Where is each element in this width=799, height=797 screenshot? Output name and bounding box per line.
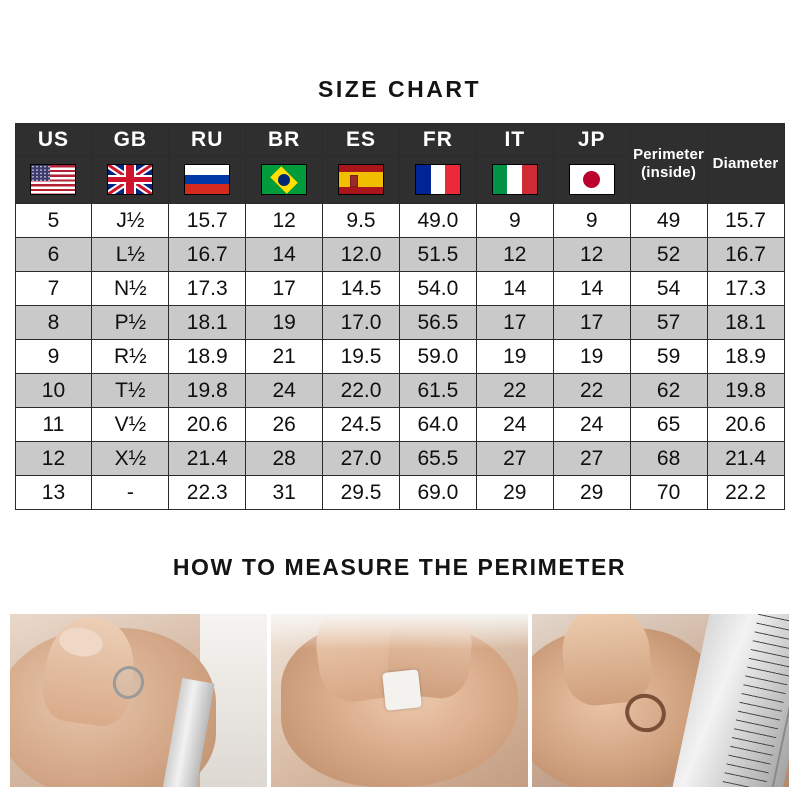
table-cell: 18.1 bbox=[707, 306, 784, 340]
table-cell: 24.5 bbox=[323, 408, 400, 442]
table-cell: 19.5 bbox=[323, 340, 400, 374]
table-cell: 18.1 bbox=[169, 306, 246, 340]
photo-paper-strip-around-finger bbox=[271, 614, 528, 787]
header-label-row bbox=[15, 124, 784, 156]
table-cell: 65.5 bbox=[399, 442, 476, 476]
table-row bbox=[15, 408, 784, 442]
flag-cell-ru bbox=[169, 156, 246, 204]
table-cell: 21.4 bbox=[169, 442, 246, 476]
table-cell: 12 bbox=[246, 204, 323, 238]
table-cell: 21 bbox=[246, 340, 323, 374]
table-cell: L½ bbox=[92, 238, 169, 272]
table-row bbox=[15, 238, 784, 272]
table-cell: 9 bbox=[15, 340, 92, 374]
flag-es-icon bbox=[338, 164, 384, 195]
table-row bbox=[15, 204, 784, 238]
table-cell: 14 bbox=[476, 272, 553, 306]
table-cell: 17.3 bbox=[707, 272, 784, 306]
table-cell: P½ bbox=[92, 306, 169, 340]
table-cell: 22.2 bbox=[707, 476, 784, 510]
table-row bbox=[15, 442, 784, 476]
table-cell: 14 bbox=[246, 238, 323, 272]
table-cell: 54 bbox=[630, 272, 707, 306]
table-cell: 19.8 bbox=[707, 374, 784, 408]
table-cell: 59 bbox=[630, 340, 707, 374]
table-cell: 13 bbox=[15, 476, 92, 510]
flag-cell-br bbox=[246, 156, 323, 204]
size-chart-table bbox=[15, 123, 785, 510]
column-header-jp: JP bbox=[553, 124, 630, 156]
table-cell: 9.5 bbox=[323, 204, 400, 238]
table-cell: 54.0 bbox=[399, 272, 476, 306]
table-cell: 22 bbox=[553, 374, 630, 408]
table-cell: 51.5 bbox=[399, 238, 476, 272]
table-cell: 62 bbox=[630, 374, 707, 408]
table-cell: 15.7 bbox=[707, 204, 784, 238]
table-cell: 18.9 bbox=[707, 340, 784, 374]
table-cell: T½ bbox=[92, 374, 169, 408]
table-cell: 59.0 bbox=[399, 340, 476, 374]
table-cell: 12 bbox=[15, 442, 92, 476]
table-cell: 29.5 bbox=[323, 476, 400, 510]
table-row bbox=[15, 340, 784, 374]
section-subtitle: HOW TO MEASURE THE PERIMETER bbox=[172, 554, 627, 580]
table-cell: 49.0 bbox=[399, 204, 476, 238]
table-cell: 19 bbox=[476, 340, 553, 374]
table-cell: 18.9 bbox=[169, 340, 246, 374]
table-cell: 20.6 bbox=[707, 408, 784, 442]
table-cell: 14 bbox=[553, 272, 630, 306]
flag-br-icon bbox=[261, 164, 307, 195]
table-cell: 27 bbox=[553, 442, 630, 476]
table-row bbox=[15, 272, 784, 306]
column-header-fr: FR bbox=[399, 124, 476, 156]
table-cell: 24 bbox=[476, 408, 553, 442]
table-cell: 52 bbox=[630, 238, 707, 272]
flag-cell-us bbox=[15, 156, 92, 204]
table-cell: 56.5 bbox=[399, 306, 476, 340]
table-cell: 5 bbox=[15, 204, 92, 238]
table-cell: 29 bbox=[476, 476, 553, 510]
table-cell: 17 bbox=[553, 306, 630, 340]
page-title: SIZE CHART bbox=[318, 76, 481, 102]
column-header-perimeter: Perimeter (inside) bbox=[630, 124, 707, 204]
flag-us-icon bbox=[30, 164, 76, 195]
flag-cell-es bbox=[323, 156, 400, 204]
column-header-ru: RU bbox=[169, 124, 246, 156]
column-header-es: ES bbox=[323, 124, 400, 156]
photo-measuring-with-ruler bbox=[532, 614, 789, 787]
table-cell: 19 bbox=[246, 306, 323, 340]
table-body bbox=[15, 204, 784, 510]
flag-fr-icon bbox=[415, 164, 461, 195]
table-cell: 22.3 bbox=[169, 476, 246, 510]
table-cell: J½ bbox=[92, 204, 169, 238]
flag-it-icon bbox=[492, 164, 538, 195]
column-header-it: IT bbox=[476, 124, 553, 156]
table-cell: 9 bbox=[476, 204, 553, 238]
table-cell: 9 bbox=[553, 204, 630, 238]
table-cell: 65 bbox=[630, 408, 707, 442]
size-chart-table-wrapper bbox=[15, 123, 785, 510]
flag-cell-fr bbox=[399, 156, 476, 204]
table-cell: 61.5 bbox=[399, 374, 476, 408]
flag-cell-gb bbox=[92, 156, 169, 204]
table-cell: 17.0 bbox=[323, 306, 400, 340]
table-cell: 16.7 bbox=[169, 238, 246, 272]
photo-ring-on-finger-with-strip bbox=[10, 614, 267, 787]
table-cell: 17.3 bbox=[169, 272, 246, 306]
table-cell: X½ bbox=[92, 442, 169, 476]
table-cell: - bbox=[92, 476, 169, 510]
table-cell: 6 bbox=[15, 238, 92, 272]
table-cell: 19.8 bbox=[169, 374, 246, 408]
column-header-gb: GB bbox=[92, 124, 169, 156]
table-cell: N½ bbox=[92, 272, 169, 306]
table-cell: 22 bbox=[476, 374, 553, 408]
table-cell: 28 bbox=[246, 442, 323, 476]
table-cell: 31 bbox=[246, 476, 323, 510]
table-cell: 20.6 bbox=[169, 408, 246, 442]
column-header-diameter: Diameter bbox=[707, 124, 784, 204]
flag-cell-it bbox=[476, 156, 553, 204]
table-cell: 15.7 bbox=[169, 204, 246, 238]
table-cell: 68 bbox=[630, 442, 707, 476]
table-cell: 24 bbox=[553, 408, 630, 442]
flag-ru-icon bbox=[184, 164, 230, 195]
flag-gb-icon bbox=[107, 164, 153, 195]
table-cell: 16.7 bbox=[707, 238, 784, 272]
table-cell: 10 bbox=[15, 374, 92, 408]
flag-jp-icon bbox=[569, 164, 615, 195]
table-cell: 12 bbox=[476, 238, 553, 272]
table-cell: 27 bbox=[476, 442, 553, 476]
table-cell: 17 bbox=[246, 272, 323, 306]
table-cell: 17 bbox=[476, 306, 553, 340]
table-cell: 24 bbox=[246, 374, 323, 408]
table-cell: 64.0 bbox=[399, 408, 476, 442]
table-row bbox=[15, 476, 784, 510]
how-to-measure-photos bbox=[10, 614, 789, 787]
table-cell: 49 bbox=[630, 204, 707, 238]
flag-cell-jp bbox=[553, 156, 630, 204]
table-cell: 22.0 bbox=[323, 374, 400, 408]
table-cell: 69.0 bbox=[399, 476, 476, 510]
table-cell: 12 bbox=[553, 238, 630, 272]
table-row bbox=[15, 306, 784, 340]
column-header-br: BR bbox=[246, 124, 323, 156]
table-cell: 14.5 bbox=[323, 272, 400, 306]
table-cell: 29 bbox=[553, 476, 630, 510]
table-cell: 26 bbox=[246, 408, 323, 442]
table-cell: 21.4 bbox=[707, 442, 784, 476]
table-row bbox=[15, 374, 784, 408]
table-cell: 27.0 bbox=[323, 442, 400, 476]
table-cell: 11 bbox=[15, 408, 92, 442]
table-cell: V½ bbox=[92, 408, 169, 442]
column-header-us: US bbox=[15, 124, 92, 156]
table-cell: R½ bbox=[92, 340, 169, 374]
table-cell: 7 bbox=[15, 272, 92, 306]
table-header bbox=[15, 124, 784, 204]
table-cell: 19 bbox=[553, 340, 630, 374]
table-cell: 70 bbox=[630, 476, 707, 510]
table-cell: 12.0 bbox=[323, 238, 400, 272]
table-cell: 57 bbox=[630, 306, 707, 340]
table-cell: 8 bbox=[15, 306, 92, 340]
